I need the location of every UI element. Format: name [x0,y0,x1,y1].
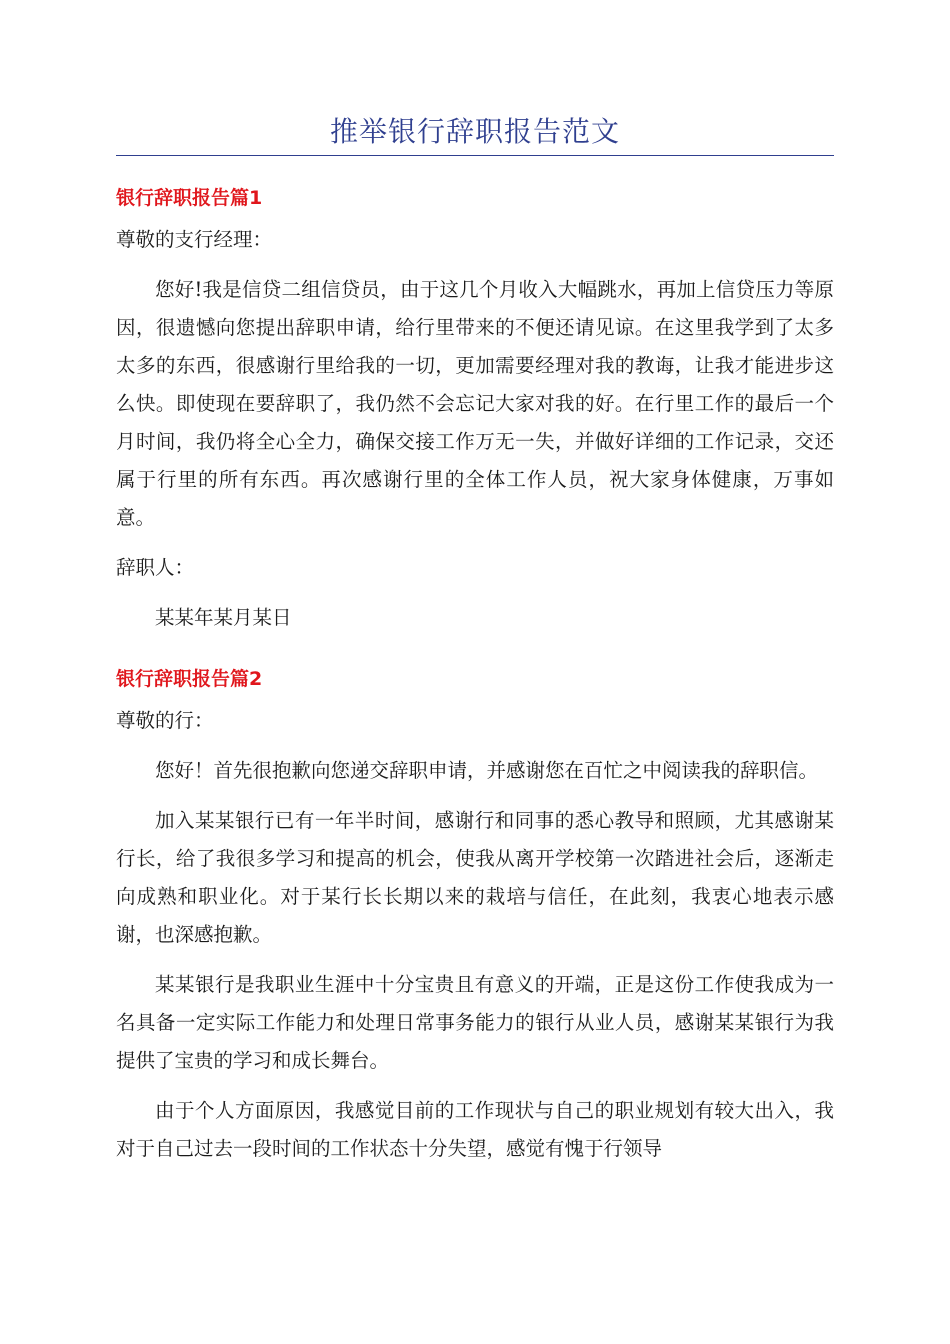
document-title: 推举银行辞职报告范文 [329,115,620,148]
signer-label: 辞职人： [116,556,195,579]
title-underline [116,155,834,156]
salutation: 尊敬的支行经理： [116,228,273,251]
document-page [116,0,834,1168]
section-heading: 银行辞职报告篇2 [116,668,263,690]
body-paragraph: 加入某某银行已有一年半时间，感谢行和同事的悉心教导和照顾，尤其感谢某行长，给了我很多学习和提高的机会，使我从离开学校第一次踏进社会后，逐渐走向成熟和职业化。对于某行长长期以来的栽培与信任，在此刻，我衷心地表示感谢，也深感抱歉。 [116,809,834,946]
section-2 [116,665,834,1168]
body-paragraph: 您好!我是信贷二组信贷员，由于这几个月收入大幅跳水，再加上信贷压力等原因，很遗憾向您提出辞职申请，给行里带来的不便还请见谅。在这里我学到了太多太多的东西，很感谢行里给我的一切，更加需要经理对我的教诲，让我才能进步这么快。即使现在要辞职了，我仍然不会忘记大家对我的好。在行里工作的最后一个月时间，我仍将全心全力，确保交接工作万无一失，并做好详细的工作记录，交还属于行里的所有东西。再次感谢行里的全体工作人员，祝大家身体健康，万事如意。 [116,278,834,529]
body-paragraph: 您好！首先很抱歉向您递交辞职申请，并感谢您在百忙之中阅读我的辞职信。 [155,759,819,782]
salutation: 尊敬的行： [116,709,214,732]
body-paragraph: 某某银行是我职业生涯中十分宝贵且有意义的开端，正是这份工作使我成为一名具备一定实际工作能力和处理日常事务能力的银行从业人员，感谢某某银行为我提供了宝贵的学习和成长舞台。 [116,973,834,1072]
body-paragraph: 由于个人方面原因，我感觉目前的工作现状与自己的职业规划有较大出入，我对于自己过去一段时间的工作状态十分失望，感觉有愧于行领导 [116,1099,834,1160]
section-heading: 银行辞职报告篇1 [116,187,263,209]
signature-date: 某某年某月某日 [155,606,292,629]
section-1 [116,184,834,637]
